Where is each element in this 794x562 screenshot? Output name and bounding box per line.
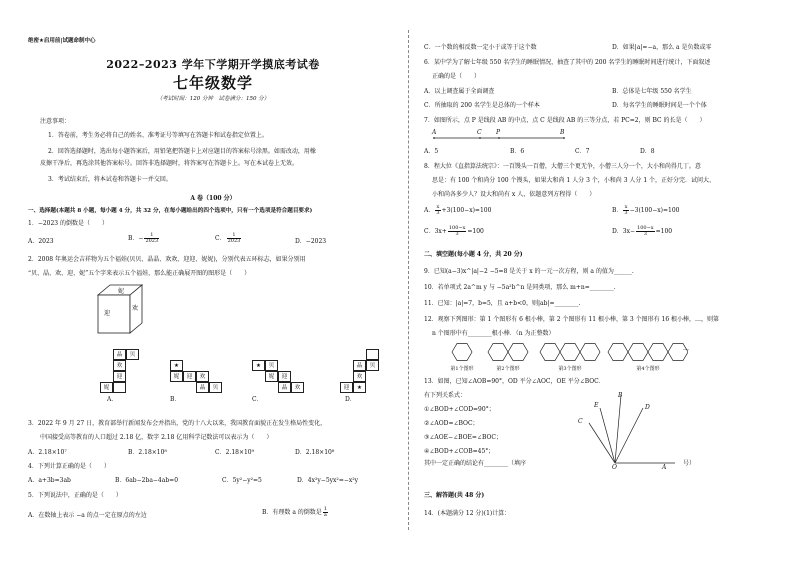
q4-option-c: C．5y²−y²=5 [222, 477, 262, 484]
q13-relation: ②∠AOD=∠BOC； [424, 420, 479, 427]
net-cell: 妮 [265, 371, 278, 382]
cube-front-label: 迎 [104, 310, 111, 317]
q3-option-b: B．2.18×10⁸ [128, 449, 167, 456]
q7-segment-figure [430, 128, 580, 144]
net-a-label: A． [107, 396, 118, 403]
q7-option-c: C．7 [575, 148, 590, 155]
q7-point-p: P [496, 129, 501, 136]
exam-info: （考试时间：120 分钟 试卷满分：150 分） [156, 96, 270, 102]
q12-line1: 12．观察下列图形：第 1 个图形有 6 根小棒，第 2 个图形有 11 根小棒，第 3 个图形有 16 根小棒，…，则第 [424, 316, 720, 323]
net-cell: 欢 [196, 371, 209, 382]
column-divider [408, 30, 409, 530]
q4-stem: 4．下列计算正确的是（ ） [28, 463, 110, 470]
q8-d-fraction [636, 226, 655, 237]
q13-line1: 13．如图，已知∠AOB=90°，OD 平分∠AOC，OE 平分∠BOC． [424, 378, 605, 385]
q8-c-prefix: C．3x+ [424, 228, 447, 235]
q1-option-c [215, 233, 242, 244]
q1-c-fraction [227, 233, 242, 244]
q8-a-suffix: +3(100−x)=100 [441, 207, 492, 214]
q13-relation: ③∠AOE−∠BOE=∠BOC； [424, 434, 502, 441]
q1-c-prefix: C． [215, 235, 226, 242]
net-cell: 贝 [265, 360, 278, 371]
q7-point-c: C [477, 129, 482, 136]
q5-option-c: C．一个数的相反数一定小于或等于这个数 [424, 44, 537, 51]
q8-c-suffix: =100 [467, 228, 484, 235]
hexagon-pattern-figure [448, 340, 688, 366]
q8-option-b [612, 205, 679, 216]
q5-option-a: A．在数轴上表示 −a 的点一定在原点的左边 [28, 512, 147, 519]
q8-option-a [424, 205, 491, 216]
q7-option-a: A．5 [424, 148, 439, 155]
q8-b-fraction [623, 205, 628, 216]
q5-option-d: D．如果|a|=−a，那么 a 是负数或零 [612, 44, 712, 51]
net-cell: 欢 [291, 382, 304, 393]
fraction-denominator: 3 [643, 231, 647, 237]
q1-option-d: D．−2023 [295, 238, 327, 245]
q8-line1: 8．程大位《直指算法统宗》：一百馒头一百僧，大僧三个更无争，小僧三人分一个，大小和尚得几丁。意 [424, 163, 701, 170]
exam-subject: 七年级数学 [172, 74, 253, 92]
q3-option-d: D．2.18×10⁸ [295, 449, 335, 456]
net-cell: 贝 [209, 382, 222, 393]
fraction-numerator: x [624, 204, 628, 210]
fraction-numerator: x [436, 204, 440, 210]
q7-point-b: B [560, 129, 565, 136]
angle-point-o: O [612, 464, 617, 471]
q3-option-c: C．2.18×10⁹ [215, 449, 255, 456]
fraction-denominator: 2023 [227, 238, 241, 244]
q8-c-fraction [448, 226, 467, 237]
q5-b-prefix: B．有理数 a 的倒数是 [262, 509, 322, 516]
q2-line2: “贝、晶、欢、迎、妮”五个字来表示五个福娃，那么能正确展开图的图形是（ ） [28, 270, 251, 277]
q13-line2: 有下列关系式： [424, 392, 467, 399]
q7-stem: 7．如图所示，点 P 是线段 AB 的中点，点 C 是线段 AB 的三等分点，若 PC=2，则 BC 的长是（ ） [424, 117, 706, 124]
angle-figure [585, 390, 685, 470]
net-cell: 晶 [113, 349, 126, 360]
note-item: 2．回答选择题时，选出每小题答案后，用铅笔把答题卡上对应题目的答案标号涂黑。如需改动，用橡 [48, 148, 316, 155]
q8-a-fraction [435, 205, 440, 216]
fraction-numerator: 1 [323, 506, 327, 512]
q6-option-c: C．所抽取的 200 名学生是总体的一个样本 [424, 102, 540, 109]
q3-line1: 3．2022 年 9 月 27 日，教育部举行新闻发布会并指出，党的十八大以来，我国教育面貌正在发生格局性变化， [28, 420, 327, 427]
q8-a-prefix: A． [424, 207, 435, 214]
q13-relation: ④∠BOD+∠COB=45°； [424, 448, 495, 455]
q8-d-prefix: D．3x− [612, 228, 636, 235]
q13-relation: ①∠BOD+∠COD=90°； [424, 406, 495, 413]
net-cell: 欢 [353, 371, 366, 382]
fraction-numerator: 100−x [637, 225, 654, 231]
q3-option-a: A．2.18×10⁷ [28, 449, 67, 456]
net-cell: 贝 [126, 349, 139, 360]
q5-b-fraction [323, 507, 328, 518]
notes-heading: 注意事项： [40, 118, 71, 125]
angle-point-d: D [645, 404, 650, 411]
note-item: 3．考试结束后，将本试卷和答题卡一并交回。 [48, 176, 172, 183]
q8-d-suffix: =100 [655, 228, 673, 235]
q6-option-b: B．总体是七年级 550 名学生 [612, 88, 692, 95]
fraction-denominator: 3 [455, 231, 459, 237]
pattern-ellipsis: … [683, 345, 689, 352]
q8-option-c [424, 226, 484, 237]
fraction-denominator: 3 [624, 210, 628, 216]
q8-b-suffix: −3(100−x)=100 [629, 207, 680, 214]
fraction-denominator: a [323, 512, 327, 518]
net-c-label: C． [252, 396, 263, 403]
q8-line3: 小和尚各多少人？设大和尚有 x 人，依题意列方程得（ ） [432, 191, 596, 198]
figure-2-label: 第2个图形 [496, 366, 520, 372]
q13-line3: 其中一定正确的结论有________（填序 [424, 460, 527, 467]
figure-1-label: 第1个图形 [450, 366, 474, 372]
part3-title: 三、解答题(共 48 分) [424, 492, 485, 499]
q6-line1: 6．某中学为了解七年级 550 名学生的睡眠情况，抽查了其中的 200 名学生的睡眠时间进行统计，下面叙述 [424, 59, 711, 66]
q6-line2: 正确的是（ ） [432, 73, 481, 80]
net-cell: 贝 [366, 360, 379, 371]
part2-title: 二、填空题(每小题 4 分，共 20 分) [424, 251, 523, 258]
q1-b-prefix: B．− [128, 235, 144, 242]
q3-line2: 中国接受高等教育的人口超过 2.18 亿，数字 2.18 亿用科学记数法可以表示为（ ） [40, 434, 273, 441]
net-cell: 迎 [278, 371, 291, 382]
q14: 14．(本题满分 12 分)(1)计算： [424, 510, 511, 517]
net-cell: ★ [353, 382, 366, 393]
figure-4-label: 第4个图形 [636, 366, 660, 372]
q8-line2: 思是：有 100 个和尚分 100 个馒头，如果大和尚 1 人分 3 个，小和尚 3 人分 1 个，正好分完．试问大、 [432, 177, 716, 184]
angle-point-b: B [618, 392, 623, 399]
note-item: 皮擦干净后，再选涂其他答案标号。回答非选择题时，将答案写在答题卡上。写在本试卷上无效。 [40, 160, 299, 167]
net-cell [366, 349, 379, 360]
part1-title: 一、选择题(本题共 8 小题，每小题 4 分，共 32 分，在每小题给出的四个选项中，只有一个选项是符合题目要求) [28, 208, 313, 214]
q8-b-prefix: B． [612, 207, 623, 214]
q4-option-b: B．6ab−2ba−4ab=0 [115, 477, 179, 484]
q1-option-b [128, 233, 160, 244]
q7-option-b: B．6 [510, 148, 525, 155]
cube-top-label: 妮 [118, 288, 125, 295]
net-cell: 妮 [170, 371, 183, 382]
q2-line1: 2．2008 年奥运会吉祥物为五个福娃(贝贝、晶晶、欢欢、迎迎、妮妮)，分别代表五环标志，如果分别用 [28, 256, 306, 263]
fraction-denominator: 3 [436, 210, 440, 216]
net-cell: 迎 [113, 371, 126, 382]
angle-point-c: C [578, 418, 583, 425]
section-a-title: A 卷（100 分） [190, 195, 236, 202]
q6-option-d: D．每名学生的睡眠时间是一个个体 [612, 102, 707, 109]
net-cell: 晶 [196, 382, 209, 393]
fraction-denominator: 2023 [145, 238, 159, 244]
net-cell: 妮 [100, 382, 113, 393]
q12-line2: n 个图形中有________根小棒．（n 为正整数） [432, 330, 555, 337]
q7-point-a: A [432, 129, 437, 136]
q4-option-a: A．a+3b=3ab [28, 477, 71, 484]
net-b-label: B． [170, 396, 181, 403]
q6-option-a: A．以上调查属于全面调查 [424, 88, 495, 95]
q8-option-d [612, 226, 672, 237]
note-item: 1．答卷前，考生务必将自己的姓名、准考证号等填写在答题卡和试卷指定位置上。 [48, 132, 268, 139]
exam-title: 2022–2023 学年下学期开学摸底考试卷 [106, 58, 320, 71]
figure-3-label: 第3个图形 [558, 366, 582, 372]
q9: 9．已知(a−3)x^|a|−2 −5=8 是关于 x 的一元一次方程，则 a 的值为______. [424, 268, 634, 275]
q1-stem: 1．−2023 的倒数是（ ） [28, 220, 109, 227]
q1-option-a: A．2023 [28, 238, 54, 245]
fraction-numerator: 100−x [448, 225, 466, 231]
q4-option-d: D．4x²y−5yx²=−x²y [297, 477, 359, 484]
net-cell: 欢 [113, 360, 126, 371]
net-d-label: D． [345, 396, 356, 403]
q5-option-b [262, 507, 329, 518]
q13-line3-tail: 号） [683, 460, 696, 467]
q5-stem: 5．下列说法中，正确的是（ ） [28, 492, 122, 499]
net-cell: 晶 [353, 360, 366, 371]
confidential-note: 绝密★启用前|试题命制中心 [28, 38, 96, 44]
fraction-numerator: 1 [227, 233, 242, 239]
q10: 10．若单项式 2a^m y 与 −5a²b^n 是同类项，那么 m+n=________. [424, 284, 616, 291]
fraction-numerator: 1 [144, 233, 159, 239]
q1-b-fraction [144, 233, 159, 244]
q7-option-d: D．8 [640, 148, 655, 155]
angle-point-e: E [594, 402, 599, 409]
net-cell: 晶 [278, 382, 291, 393]
net-cell: 迎 [183, 371, 196, 382]
angle-point-a: A [662, 464, 667, 471]
q11: 11．已知：|a|=7，b=5，且 a+b<0，则|ab|=________. [424, 300, 581, 307]
net-cell: 迎 [340, 382, 353, 393]
net-cell: ★ [252, 360, 265, 371]
net-cell: ★ [170, 360, 183, 371]
cube-side-label: 欢 [132, 305, 139, 312]
net-cell [113, 382, 126, 393]
